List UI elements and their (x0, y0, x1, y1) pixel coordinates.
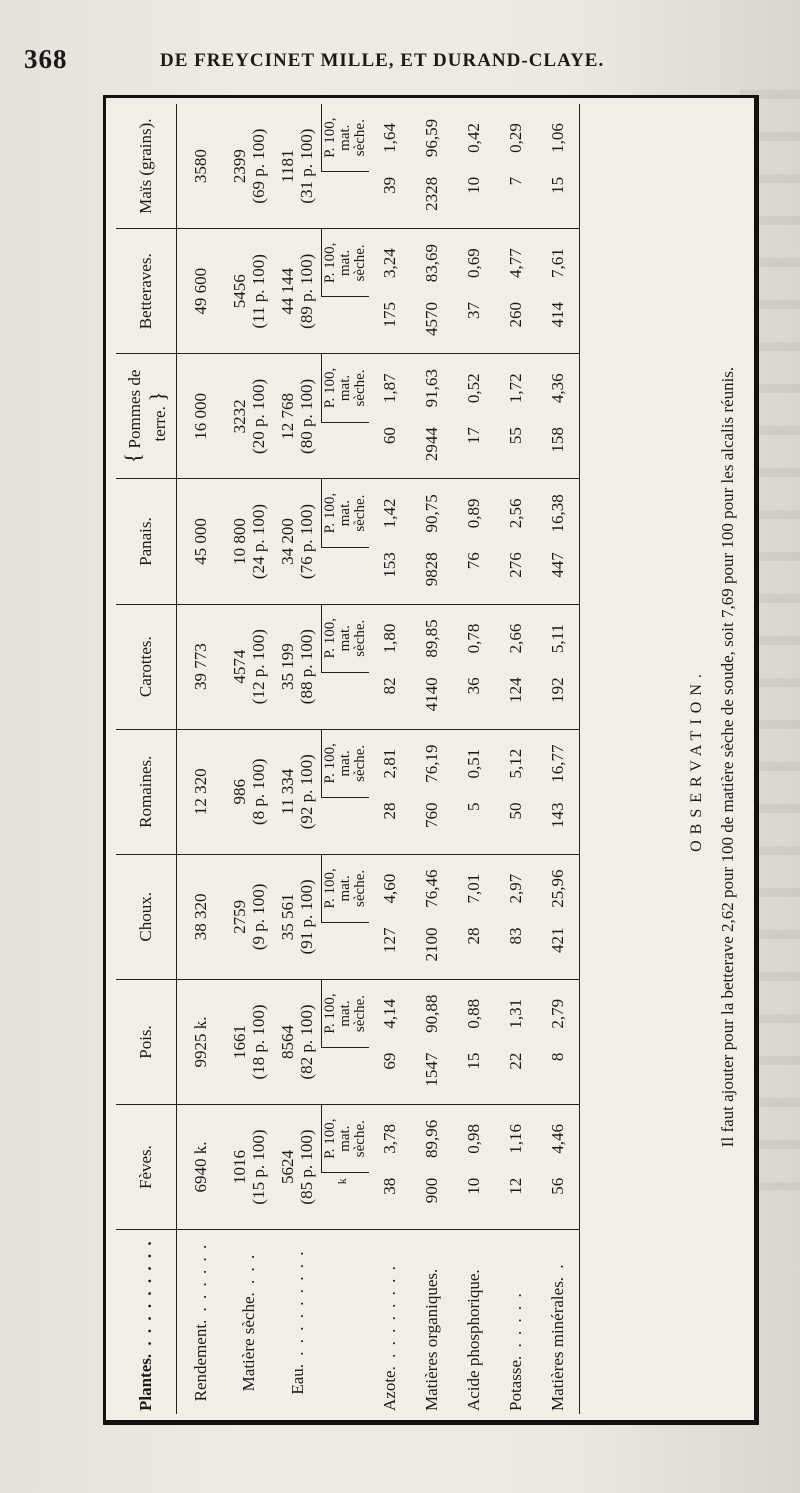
matieres-organiques-pct: 91,63 (422, 369, 442, 408)
acide-phosphorique-pct: 0,78 (464, 623, 484, 654)
pct-dry-matter-header: P. 100, mat. sèche. (322, 354, 370, 422)
acide-phosphorique-kg: 28 (453, 923, 495, 980)
matieres-minerales-kg: 158 (537, 422, 580, 479)
matieres-organiques-kg: 900 (411, 1173, 453, 1230)
crop-name: Panais. (116, 479, 177, 604)
crop-name: Betteraves. (116, 229, 177, 354)
matiere-seche-value: 1661 (18 p. 100) (225, 979, 273, 1104)
acide-phosphorique-pct: 0,98 (464, 1124, 484, 1154)
page-number: 368 (24, 44, 68, 74)
eau-value: 34 200 (76 p. 100) (273, 479, 322, 604)
matieres-organiques-pct: 89,96 (422, 1119, 442, 1159)
azote-pct: 3,24 (380, 248, 400, 278)
acide-phosphorique-pct: 0,89 (464, 498, 484, 529)
matieres-minerales-pct: 4,36 (537, 354, 580, 422)
matieres-organiques-pct: 76,46 (422, 869, 442, 908)
table-row-potasse (495, 104, 537, 1414)
eau-value: 11 334 (92 p. 100) (273, 729, 322, 854)
acide-phosphorique-kg: 10 (453, 172, 495, 229)
acide-phosphorique-pct: 0,88 (464, 998, 484, 1029)
table-row-matieres-minerales (537, 104, 580, 1414)
pct-dry-matter-header: P. 100, mat. sèche. (322, 1105, 370, 1173)
matieres-minerales-kg: 421 (537, 923, 580, 980)
azote-kg: 127 (369, 923, 411, 980)
matieres-minerales-pct: 16,77 (537, 729, 580, 797)
pct-dry-matter-header: P. 100, mat. sèche. (322, 229, 370, 297)
rendement-value: 12 320 (177, 729, 226, 854)
table-row-matiere-seche (225, 104, 273, 1414)
matieres-organiques-kg: 2100 (411, 923, 453, 980)
row-label-potasse: Potasse. . . . . . (506, 1291, 526, 1411)
matieres-organiques-pct: 90,88 (422, 994, 442, 1033)
azote-kg: 82 (369, 672, 411, 729)
azote-kg: 39 (369, 172, 411, 229)
acide-phosphorique-kg: 10 (453, 1173, 495, 1230)
acide-phosphorique-pct: 0,51 (464, 748, 484, 779)
matieres-minerales-pct: 25,96 (537, 854, 580, 922)
potasse-kg: 7 (495, 172, 537, 229)
row-label-matieres-minerales: Matières minérales. . (537, 1230, 580, 1414)
crop-name: Maïs (grains). (116, 104, 177, 229)
azote-kg: 28 (369, 798, 411, 855)
crop-name: { Pommes de terre. } (116, 354, 177, 479)
matieres-minerales-kg: 414 (537, 297, 580, 354)
unit-label: k (322, 1173, 370, 1230)
azote-pct: 1,80 (380, 623, 400, 654)
matieres-organiques-kg: 760 (411, 798, 453, 855)
azote-kg: 175 (369, 297, 411, 354)
matieres-minerales-pct: 4,46 (537, 1105, 580, 1173)
matieres-minerales-pct: 1,06 (537, 104, 580, 172)
potasse-pct: 5,12 (506, 748, 526, 779)
matieres-minerales-pct: 16,38 (537, 479, 580, 547)
potasse-kg: 276 (495, 547, 537, 604)
crop-name: Fèves. (116, 1105, 177, 1230)
acide-phosphorique-pct: 0,69 (464, 248, 484, 278)
crop-name: Carottes. (116, 604, 177, 729)
azote-kg: 69 (369, 1048, 411, 1105)
potasse-pct: 2,97 (506, 873, 526, 904)
matiere-seche-value: 10 800 (24 p. 100) (225, 479, 273, 604)
matiere-seche-value: 1016 (15 p. 100) (225, 1105, 273, 1230)
row-label-matiere-seche: Matière sèche. . . . (239, 1252, 259, 1392)
acide-phosphorique-kg: 37 (453, 297, 495, 354)
crop-name: Pois. (116, 979, 177, 1104)
matieres-organiques-kg: 4570 (411, 297, 453, 354)
potasse-kg: 55 (495, 422, 537, 479)
acide-phosphorique-pct: 7,01 (464, 873, 484, 904)
composition-table (116, 104, 580, 1414)
brace-glyph: } (145, 391, 170, 402)
matiere-seche-value: 4574 (12 p. 100) (225, 604, 273, 729)
running-title: DE FREYCINET MILLE, ET DURAND-CLAYE. (160, 50, 605, 71)
azote-pct: 2,81 (380, 748, 400, 779)
crop-name: Choux. (116, 854, 177, 979)
pct-dry-matter-header: P. 100, mat. sèche. (322, 104, 370, 172)
azote-kg: 38 (369, 1173, 411, 1230)
matiere-seche-value: 2399 (69 p. 100) (225, 104, 273, 229)
eau-value: 12 768 (80 p. 100) (273, 354, 322, 479)
matiere-seche-value: 986 (8 p. 100) (225, 729, 273, 854)
potasse-kg: 260 (495, 297, 537, 354)
eau-value: 35 561 (91 p. 100) (273, 854, 322, 979)
potasse-pct: 2,56 (506, 498, 526, 529)
potasse-pct: 4,77 (506, 248, 526, 278)
matieres-organiques-pct: 90,75 (422, 494, 442, 533)
matieres-organiques-kg: 2944 (411, 422, 453, 479)
azote-pct: 1,64 (380, 123, 400, 153)
rendement-value: 39 773 (177, 604, 226, 729)
potasse-pct: 1,31 (506, 998, 526, 1029)
azote-pct: 4,14 (380, 998, 400, 1029)
table-row-subheader (322, 104, 370, 1414)
potasse-kg: 124 (495, 672, 537, 729)
azote-kg: 153 (369, 547, 411, 604)
observation-text: Il faut ajouter pour la betterave 2,62 pour 100 de matière sèche de soude, soit 7,69 pour 100 pour les alcalis réunis. (718, 366, 737, 1148)
matieres-organiques-kg: 9828 (411, 547, 453, 604)
matieres-organiques-kg: 1547 (411, 1048, 453, 1105)
matieres-organiques-pct: 96,59 (422, 118, 442, 158)
rendement-value: 3580 (177, 104, 226, 229)
table-row-acide-phosphorique (453, 104, 495, 1414)
rendement-value: 45 000 (177, 479, 226, 604)
azote-pct: 4,60 (380, 873, 400, 904)
matieres-minerales-pct: 7,61 (537, 229, 580, 297)
eau-value: 5624 (85 p. 100) (273, 1105, 322, 1230)
potasse-pct: 1,72 (506, 373, 526, 404)
rendement-value: 38 320 (177, 854, 226, 979)
acide-phosphorique-kg: 15 (453, 1048, 495, 1105)
rendement-value: 49 600 (177, 229, 226, 354)
rendement-value: 16 000 (177, 354, 226, 479)
table-row-rendement (177, 104, 226, 1414)
table-frame (103, 95, 759, 1425)
azote-pct: 1,42 (380, 498, 400, 529)
matieres-organiques-kg: 2328 (411, 172, 453, 229)
acide-phosphorique-pct: 0,52 (464, 373, 484, 404)
rendement-value: 6940 k. (177, 1105, 226, 1230)
rendement-value: 9925 k. (177, 979, 226, 1104)
potasse-kg: 50 (495, 798, 537, 855)
pct-dry-matter-header: P. 100, mat. sèche. (322, 729, 370, 797)
potasse-kg: 22 (495, 1048, 537, 1105)
matiere-seche-value: 3232 (20 p. 100) (225, 354, 273, 479)
eau-value: 8564 (82 p. 100) (273, 979, 322, 1104)
matieres-organiques-kg: 4140 (411, 672, 453, 729)
brace-glyph: { (120, 452, 146, 464)
acide-phosphorique-kg: 76 (453, 547, 495, 604)
potasse-kg: 12 (495, 1173, 537, 1230)
pct-dry-matter-header: P. 100, mat. sèche. (322, 479, 370, 547)
matieres-minerales-kg: 8 (537, 1048, 580, 1105)
table-row-eau (273, 104, 322, 1414)
eau-value: 35 199 (88 p. 100) (273, 604, 322, 729)
matieres-organiques-pct: 89,85 (422, 619, 442, 658)
matieres-minerales-kg: 192 (537, 672, 580, 729)
azote-pct: 3,78 (380, 1124, 400, 1154)
eau-value: 44 144 (89 p. 100) (273, 229, 322, 354)
row-label-azote: Azote. . . . . . . . . (380, 1264, 400, 1411)
potasse-pct: 1,16 (506, 1124, 526, 1154)
matieres-minerales-kg: 447 (537, 547, 580, 604)
table-row-azote (369, 104, 411, 1414)
row-label-rendement: Rendement. . . . . . . (191, 1242, 211, 1402)
pct-dry-matter-header: P. 100, mat. sèche. (322, 604, 370, 672)
table-row-plantes (116, 104, 177, 1414)
row-label-acide-phosphorique: Acide phosphorique. (464, 1267, 484, 1411)
rotated-table (106, 98, 756, 1422)
acide-phosphorique-kg: 5 (453, 798, 495, 855)
matieres-minerales-kg: 15 (537, 172, 580, 229)
matiere-seche-value: 5456 (11 p. 100) (225, 229, 273, 354)
matieres-minerales-pct: 5,11 (537, 604, 580, 672)
eau-value: 1181 (31 p. 100) (273, 104, 322, 229)
matieres-minerales-kg: 143 (537, 798, 580, 855)
crop-name: Romaines. (116, 729, 177, 854)
matiere-seche-value: 2759 (9 p. 100) (225, 854, 273, 979)
potasse-kg: 83 (495, 923, 537, 980)
matieres-minerales-pct: 2,79 (537, 979, 580, 1047)
potasse-pct: 2,66 (506, 623, 526, 654)
potasse-pct: 0,29 (506, 123, 526, 153)
acide-phosphorique-kg: 36 (453, 672, 495, 729)
row-label-plantes: Plantes. . . . . . . . . . (116, 1230, 177, 1414)
matieres-minerales-kg: 56 (537, 1173, 580, 1230)
azote-kg: 60 (369, 422, 411, 479)
observation-title: OBSERVATION. (688, 668, 705, 852)
pct-dry-matter-header: P. 100, mat. sèche. (322, 979, 370, 1047)
acide-phosphorique-kg: 17 (453, 422, 495, 479)
row-label-matieres-organiques: Matières organiques. (422, 1266, 442, 1411)
pct-dry-matter-header: P. 100, mat. sèche. (322, 854, 370, 922)
table-row-matieres-organiques (411, 104, 453, 1414)
matieres-organiques-pct: 83,69 (422, 244, 442, 283)
matieres-organiques-pct: 76,19 (422, 744, 442, 783)
acide-phosphorique-pct: 0,42 (464, 123, 484, 153)
row-label-eau: Eau. . . . . . . . . . (287, 1249, 307, 1395)
azote-pct: 1,87 (380, 373, 400, 404)
